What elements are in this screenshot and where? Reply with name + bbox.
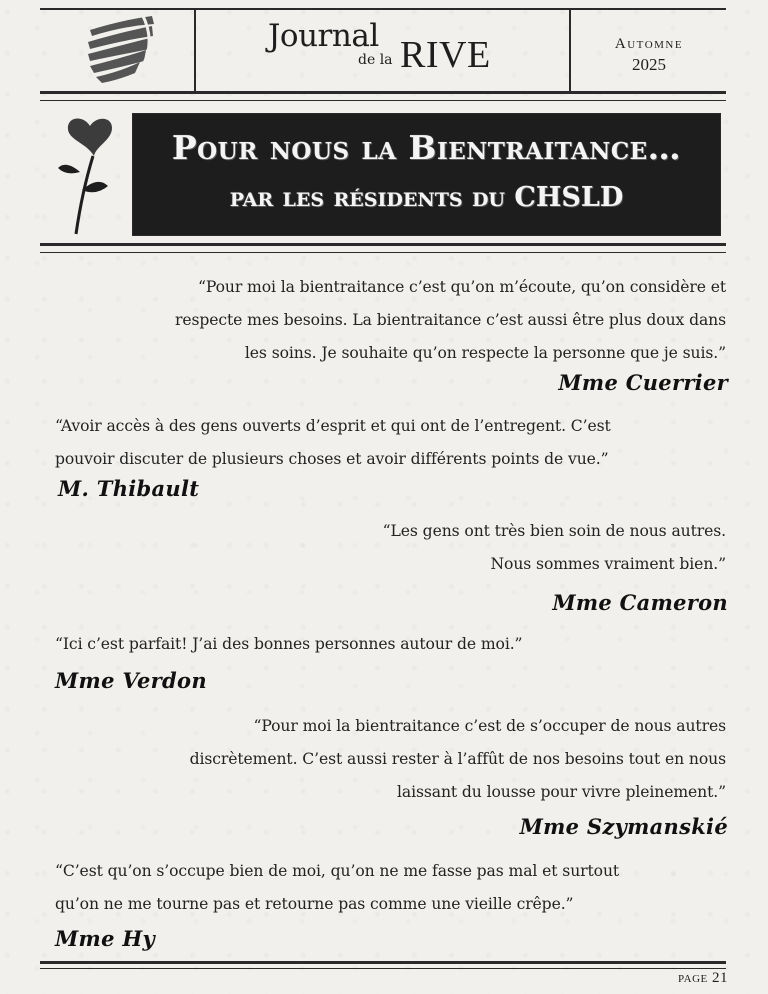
journal-title: Journal: [268, 18, 379, 54]
testimonial-quote-6: [55, 855, 726, 921]
signature-cameron: Mme Cameron: [552, 590, 728, 615]
headline-banner: [132, 113, 721, 236]
quote-line: “Ici c’est parfait! J’ai des bonnes personnes autour de moi.”: [55, 635, 523, 653]
heart-rose-icon: [52, 112, 120, 238]
masthead-bottom-rule-thin: [40, 100, 726, 101]
issue-year: 2025: [632, 55, 666, 74]
quote-line: les soins. Je souhaite qu’on respecte la personne que je suis.”: [244, 344, 726, 362]
quote-line: “Pour moi la bientraitance c’est de s’occuper de nous autres: [253, 717, 726, 735]
testimonial-quote-3: [55, 515, 726, 581]
signature-thibault: M. Thibault: [58, 476, 200, 501]
issue-season: Automne: [614, 36, 684, 52]
masthead-top-rule: [40, 8, 726, 10]
journal-title-rive: RIVE: [400, 34, 491, 76]
quote-line: Nous sommes vraiment bien.”: [490, 555, 726, 573]
footer-rule-thick: [40, 961, 726, 964]
banner-bottom-rule-thick: [40, 243, 726, 246]
testimonial-quote-4: [55, 628, 726, 661]
masthead-separator-left: [194, 8, 196, 92]
signature-szymanskie: Mme Szymanskié: [519, 814, 728, 839]
quote-line: qu’on ne me tourne pas et retourne pas comme une vieille crêpe.”: [55, 895, 574, 913]
page-number: page 21: [678, 970, 728, 986]
quote-line: laissant du lousse pour vivre pleinement.”: [396, 783, 726, 801]
headline-subtitle: par les résidents du CHSLD: [229, 182, 624, 213]
quote-line: discrètement. C’est aussi rester à l’affût de nos besoins tout en nous: [189, 750, 726, 768]
footer-rule-thin: [40, 968, 726, 969]
testimonial-quote-1: [55, 271, 726, 370]
signature-hy: Mme Hy: [55, 926, 155, 951]
masthead-separator-right: [569, 8, 571, 92]
wave-logo-icon: [82, 12, 160, 90]
quote-line: “C’est qu’on s’occupe bien de moi, qu’on ne me fasse pas mal et surtout: [55, 862, 620, 880]
headline-title: Pour nous la Bientraitance…: [171, 128, 682, 167]
banner-bottom-rule-thin: [40, 252, 726, 253]
quote-line: “Les gens ont très bien soin de nous autres.: [382, 522, 726, 540]
quote-line: pouvoir discuter de plusieurs choses et avoir différents points de vue.”: [55, 450, 609, 468]
quote-line: “Pour moi la bientraitance c’est qu’on m’écoute, qu’on considère et: [197, 278, 726, 296]
signature-verdon: Mme Verdon: [55, 668, 207, 693]
signature-cuerrier: Mme Cuerrier: [558, 370, 728, 395]
journal-title-dela: de la: [358, 52, 393, 68]
masthead-bottom-rule-thick: [40, 91, 726, 94]
testimonial-quote-2: [55, 410, 726, 476]
quote-line: “Avoir accès à des gens ouverts d’esprit et qui ont de l’entregent. C’est: [55, 417, 611, 435]
quote-line: respecte mes besoins. La bientraitance c’est aussi être plus doux dans: [174, 311, 726, 329]
testimonial-quote-5: [55, 710, 726, 809]
